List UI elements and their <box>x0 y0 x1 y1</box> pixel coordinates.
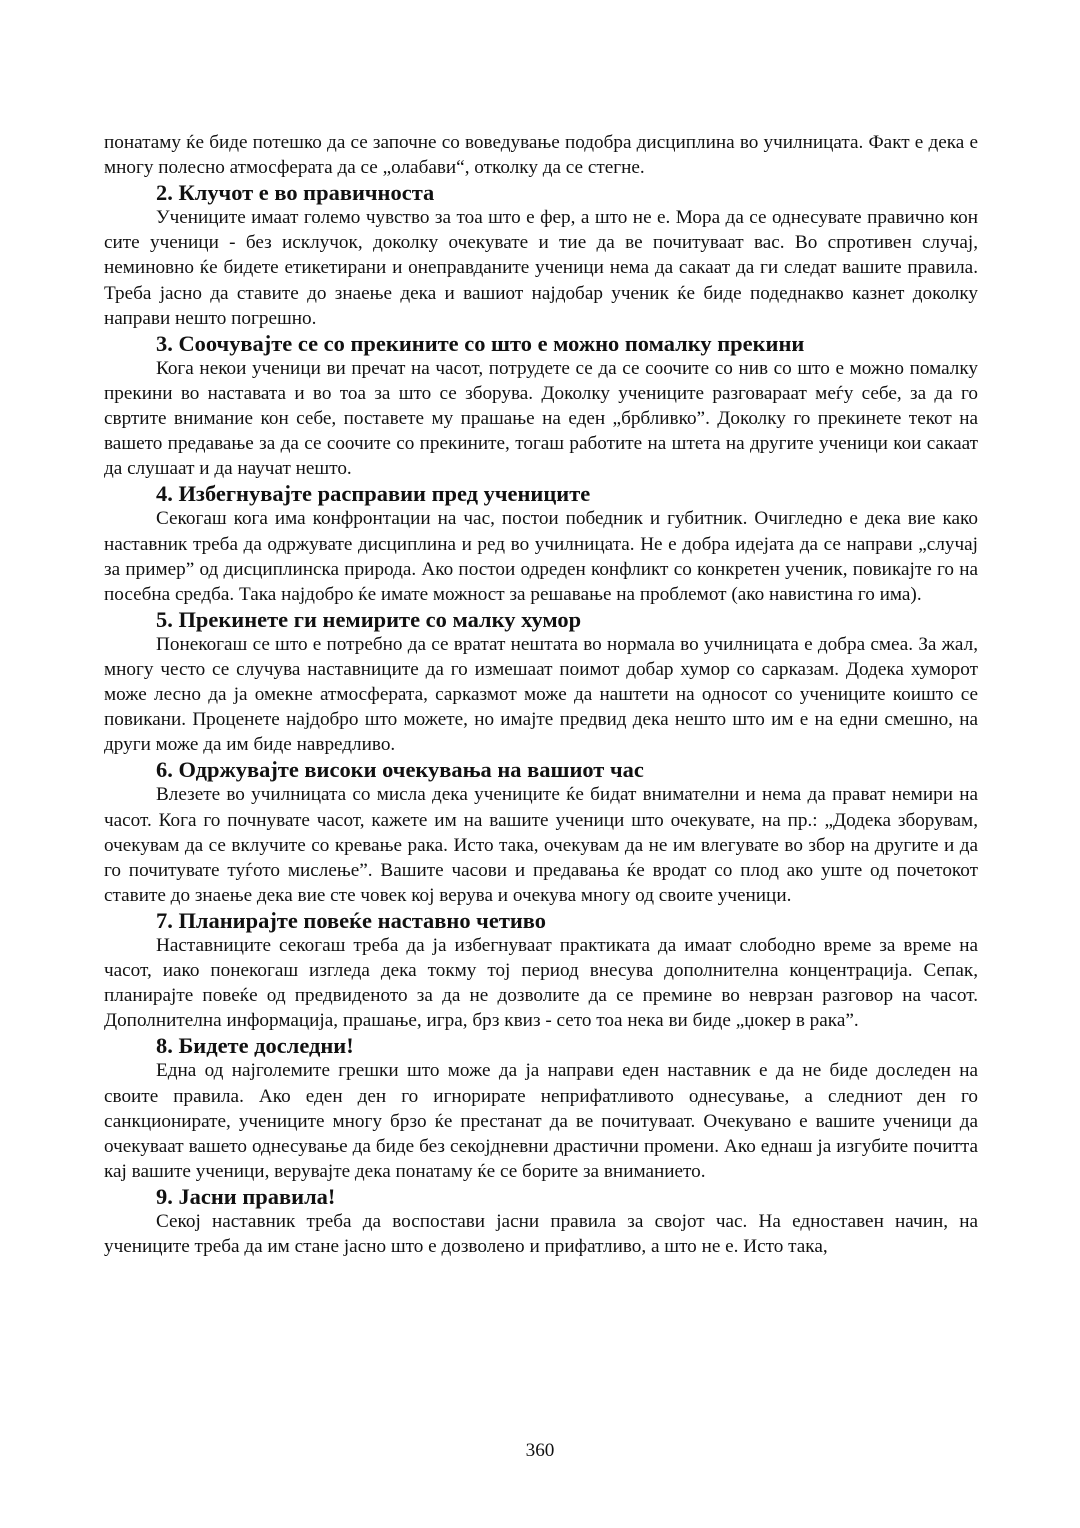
section-body-2: Учениците имаат големо чувство за тоа што е фер, а што не е. Мора да се однесувате правично кон сите ученици - без исклучок, доколку очекувате и тие да ве почитуваат вас. Во спротивен случај, неминовно ќе бидете етикетирани и онеправданите ученици нема да сакаат да ги следат вашите правила. Треба јасно да ставите до знаење дека и вашиот најдобар ученик ќе биде подеднакво казнет доколку направи нешто погрешно. <box>104 207 978 329</box>
section-heading-7: 7. Планирајте повеќе наставно четиво <box>156 907 546 933</box>
section-heading-4: 4. Избегнувајте расправии пред учениците <box>156 481 591 507</box>
intro-paragraph: понатаму ќе биде потешко да се започне со воведување подобра дисциплина во училницата. Факт е дека е многу полесно атмосферата да се „олабави“, отколку да се стегне. <box>104 132 978 179</box>
section-body-7: Наставниците секогаш треба да ја избегнуваат практиката да имаат слободно време за време на часот, иако понекогаш изгледа дека токму тој период внесува дополнителна концентрација. Сепак, планирајте повеќе од предвиденото за да не дозволите да се премине во неврзан разговор на часот. Дополнителна информација, прашање, игра, брз квиз - сето тоа нека ви биде „џокер в рака”. <box>104 935 978 1032</box>
section-heading-2: 2. Клучот е во правичноста <box>156 180 435 206</box>
section-heading-6: 6. Одржувајте високи очекувања на вашиот час <box>156 757 644 783</box>
section-body-3: Кога некои ученици ви пречат на часот, потрудете се да се соочите со нив со што е можно помалку прекини во наставата и во тоа за што се зборува. Доколку учениците разговараат меѓу себе, за да го свртите внимание кон себе, поставете му прашање на еден „брбливко”. Доколку го прекинете текот на вашето предавање за да се соочите со прекините, тогаш работите на штета на другите ученици кои сакаат да слушаат и да научат нешто. <box>104 357 978 480</box>
page-number: 360 <box>525 1440 555 1461</box>
section-heading-8: 8. Бидете доследни! <box>156 1033 354 1059</box>
section-body-6: Влезете во училницата со мисла дека учениците ќе бидат внимателни и нема да прават немири на часот. Кога го почнувате часот, кажете им на вашите ученици што очекувате, на пр.: „Додека зборувам, очекувам да се вклучите со кревање рака. Исто така, очекувам да не им влегувате во збор на другите и да го почитувате туѓото мислење”. Вашите часови и предавања ќе вродат со плод ако уште од почетокот ставите до знаење дека вие сте човек кој верува и очекува многу од своите ученици. <box>104 784 978 906</box>
section-heading-5: 5. Прекинете ги немирите со малку хумор <box>156 606 582 632</box>
section-heading-3: 3. Соочувајте се со прекините со што е можно помалку прекини <box>156 330 805 356</box>
section-body-9: Секој наставник треба да воспостави јасни правила за својот час. На едноставен начин, на учениците треба да им стане јасно што е дозволено и прифатливо, а што не е. Исто така, <box>104 1211 978 1258</box>
section-body-5: Понекогаш се што е потребно да се вратат нештата во нормала во училницата е добра смеа. За жал, многу често се случува наставниците да го измешаат поимот добар хумор со сарказам. Додека хуморот може лесно да ја омекне атмосферата, сарказмот може да наштети на односот со учениците коишто се повикани. Проценете најдобро што можете, но имајте предвид дека нешто што им е на едни смешно, на други може да им биде навредливо. <box>104 633 978 756</box>
section-body-4: Секогаш кога има конфронтации на час, постои победник и губитник. Очигледно е дека вие како наставник треба да одржувате дисциплина и ред во училницата. Не е добра идејата да се направи „случај за пример” од дисциплинска природа. Ако постои одреден конфликт со конкретен ученик, повикајте го на посебна средба. Така најдобро ќе имате можност за решавање на проблемот (ако навистина го има). <box>104 508 978 605</box>
document-page <box>104 130 978 1259</box>
section-heading-9: 9. Јасни правила! <box>156 1183 336 1209</box>
section-body-8: Една од најголемите грешки што може да ја направи еден наставник е да не биде доследен на своите правила. Ако еден ден го игнорирате неприфатливото однесување, а следниот ден го санкционирате, учениците многу брзо ќе престанат да ве почитуваат. Очекувано е вашите ученици да очекуваат вашето однесување да биде без секојдневни драстични промени. Ако еднаш ја изгубите почитта кај вашите ученици, верувајте дека понатаму ќе се борите за вниманието. <box>104 1060 978 1182</box>
